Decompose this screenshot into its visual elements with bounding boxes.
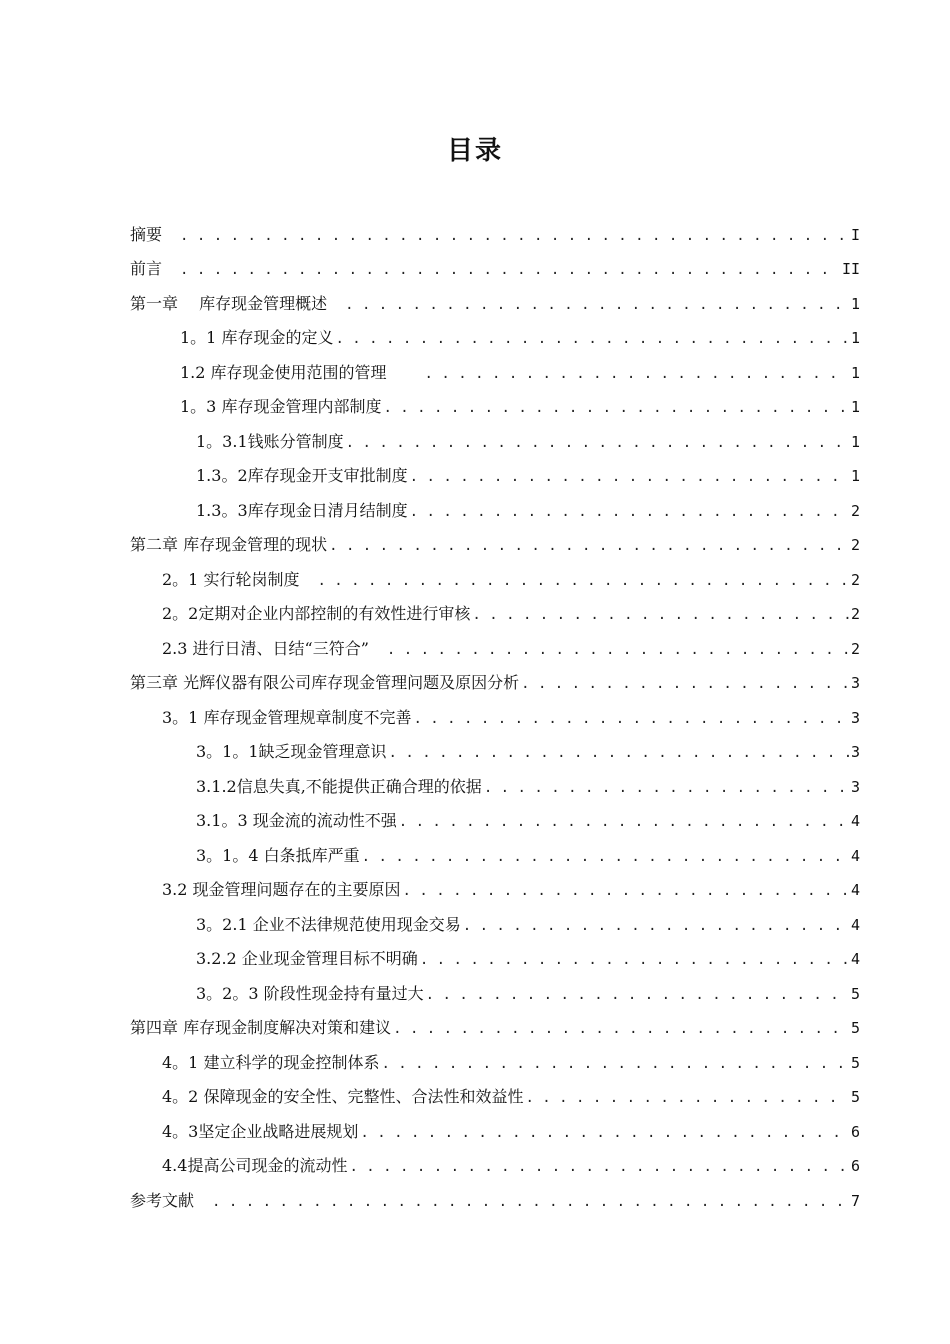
toc-entry-label: 1。3.1钱账分管制度 (196, 432, 344, 451)
toc-entry-page: 4 (850, 950, 860, 968)
toc-entry-label: 3.2 现金管理问题存在的主要原因 (162, 880, 401, 899)
toc-entry-page: 5 (850, 985, 860, 1003)
leader-dots (413, 704, 849, 734)
toc-entry-page: 1 (850, 329, 860, 347)
toc-entry-page: 6 (850, 1123, 860, 1141)
leader-dots (381, 1049, 849, 1079)
toc-entry-label: 2。1 实行轮岗制度 (162, 570, 300, 589)
toc-entry-label: 前言 (130, 259, 163, 278)
leader-dots (399, 807, 849, 837)
toc-entry[interactable] (130, 220, 860, 250)
toc-entry-page: 2 (850, 605, 860, 623)
toc-entry-label: 4.4提高公司现金的流动性 (162, 1156, 348, 1175)
toc-entry-label: 摘要 (130, 225, 163, 244)
toc-title: 目录 (446, 136, 503, 166)
leader-dots (180, 255, 840, 285)
toc-entry[interactable] (196, 944, 860, 974)
leader-dots (410, 497, 849, 527)
leader-dots (403, 876, 849, 906)
leader-dots (426, 980, 849, 1010)
toc-entry-page: 3 (850, 674, 860, 692)
leader-dots (393, 1014, 849, 1044)
toc-entry-label: 3。1 库存现金管理规章制度不完善 (162, 708, 412, 727)
toc-entry[interactable] (180, 358, 860, 388)
leader-dots (420, 945, 849, 975)
toc-entry[interactable] (162, 1082, 860, 1112)
toc-entry-page: 3 (850, 709, 860, 727)
toc-entry-label: 1.3。2库存现金开支审批制度 (196, 466, 408, 485)
toc-entry-page: 4 (850, 847, 860, 865)
toc-entry[interactable] (130, 289, 860, 319)
toc-entry-page: 6 (850, 1157, 860, 1175)
toc-entry-page: 4 (850, 881, 860, 899)
toc-entry-page: 1 (850, 467, 860, 485)
leader-dots (387, 635, 849, 665)
toc-entry[interactable] (162, 565, 860, 595)
leader-dots (410, 462, 849, 492)
toc-entry[interactable] (130, 1013, 860, 1043)
leader-dots (317, 566, 849, 596)
toc-entry[interactable] (180, 392, 860, 422)
toc-entry-page: 5 (850, 1054, 860, 1072)
leader-dots (360, 1118, 849, 1148)
toc-entry-label: 4。2 保障现金的安全性、完整性、合法性和效益性 (162, 1087, 524, 1106)
toc-entry-page: 5 (850, 1019, 860, 1037)
toc-entry-page: 3 (850, 778, 860, 796)
toc-entry[interactable] (180, 323, 860, 353)
toc-entry-label: 2.3 进行日清、日结“三符合” (162, 639, 369, 658)
leader-dots (389, 738, 849, 768)
toc-entry-label: 第二章 库存现金管理的现状 (130, 535, 328, 554)
toc-entry-label: 4。1 建立科学的现金控制体系 (162, 1053, 380, 1072)
toc-entry-label: 1。1 库存现金的定义 (180, 328, 334, 347)
toc-entry-page: 4 (850, 812, 860, 830)
toc-entry[interactable] (196, 841, 860, 871)
toc-entry[interactable] (196, 427, 860, 457)
toc-entry-label: 2。2定期对企业内部控制的有效性进行审核 (162, 604, 471, 623)
toc-entry[interactable] (196, 496, 860, 526)
toc-entry[interactable] (162, 703, 860, 733)
leader-dots (212, 1187, 849, 1217)
toc-entry-page: 5 (850, 1088, 860, 1106)
toc-entry[interactable] (162, 599, 860, 629)
toc-entry-page: 3 (850, 743, 860, 761)
leader-dots (484, 773, 849, 803)
toc-entry-page: 2 (850, 502, 860, 520)
toc-entry-label: 3。1。1缺乏现金管理意识 (196, 742, 387, 761)
leader-dots (362, 842, 849, 872)
toc-entry[interactable] (130, 254, 860, 284)
leader-dots (345, 290, 849, 320)
toc-entry[interactable] (196, 772, 860, 802)
toc-entry-label: 1。3 库存现金管理内部制度 (180, 397, 382, 416)
toc-entry-page: 2 (850, 640, 860, 658)
toc-entry[interactable] (196, 806, 860, 836)
toc-entry-label: 1.2 库存现金使用范围的管理 (180, 363, 387, 382)
toc-entry[interactable] (162, 875, 860, 905)
toc-entry-label: 3.1。3 现金流的流动性不强 (196, 811, 397, 830)
toc-entry-page: I (850, 226, 860, 244)
toc-entry[interactable] (196, 737, 860, 767)
toc-entry-label: 3。2.1 企业不法律规范使用现金交易 (196, 915, 461, 934)
toc-entry[interactable] (162, 634, 860, 664)
toc-entry-page: 2 (850, 571, 860, 589)
leader-dots (329, 531, 849, 561)
toc-entry[interactable] (162, 1048, 860, 1078)
toc-entry-page: 7 (850, 1192, 860, 1210)
toc-entry-label: 参考文献 (130, 1191, 195, 1210)
toc-entry-page: 4 (850, 916, 860, 934)
toc-entry[interactable] (130, 530, 860, 560)
toc-entry[interactable] (196, 461, 860, 491)
toc-entry-label: 1.3。3库存现金日清月结制度 (196, 501, 408, 520)
toc-entry-label: 第四章 库存现金制度解决对策和建议 (130, 1018, 392, 1037)
toc-entry-label: 3。1。4 白条抵库严重 (196, 846, 360, 865)
leader-dots (180, 221, 849, 251)
toc-entry-label: 第三章 光辉仪器有限公司库存现金管理问题及原因分析 (130, 673, 520, 692)
toc-entry-page: II (841, 260, 860, 278)
leader-dots (349, 1152, 849, 1182)
toc-entry[interactable] (162, 1151, 860, 1181)
toc-entry-page: 1 (850, 398, 860, 416)
leader-dots (335, 324, 849, 354)
toc-entry-label: 3.2.2 企业现金管理目标不明确 (196, 949, 418, 968)
leader-dots (525, 1083, 849, 1113)
toc-entry-page: 1 (850, 295, 860, 313)
toc-entry-label: 3.1.2信息失真,不能提供正确合理的依据 (196, 777, 482, 796)
leader-dots (383, 393, 849, 423)
leader-dots (521, 669, 849, 699)
toc-entry[interactable] (130, 668, 860, 698)
toc-entry-page: 1 (850, 364, 860, 382)
toc-entry[interactable] (196, 979, 860, 1009)
toc-entry-label: 3。2。3 阶段性现金持有量过大 (196, 984, 424, 1003)
leader-dots (425, 359, 849, 389)
toc-entry-page: 2 (850, 536, 860, 554)
leader-dots (346, 428, 849, 458)
toc-entry-label: 4。3坚定企业战略进展规划 (162, 1122, 359, 1141)
toc-entry-label: 第一章 库存现金管理概述 (130, 294, 328, 313)
toc-entry[interactable] (130, 1186, 860, 1216)
leader-dots (463, 911, 849, 941)
toc-entry[interactable] (162, 1117, 860, 1147)
toc-entry[interactable] (196, 910, 860, 940)
leader-dots (472, 600, 849, 630)
toc-entry-page: 1 (850, 433, 860, 451)
